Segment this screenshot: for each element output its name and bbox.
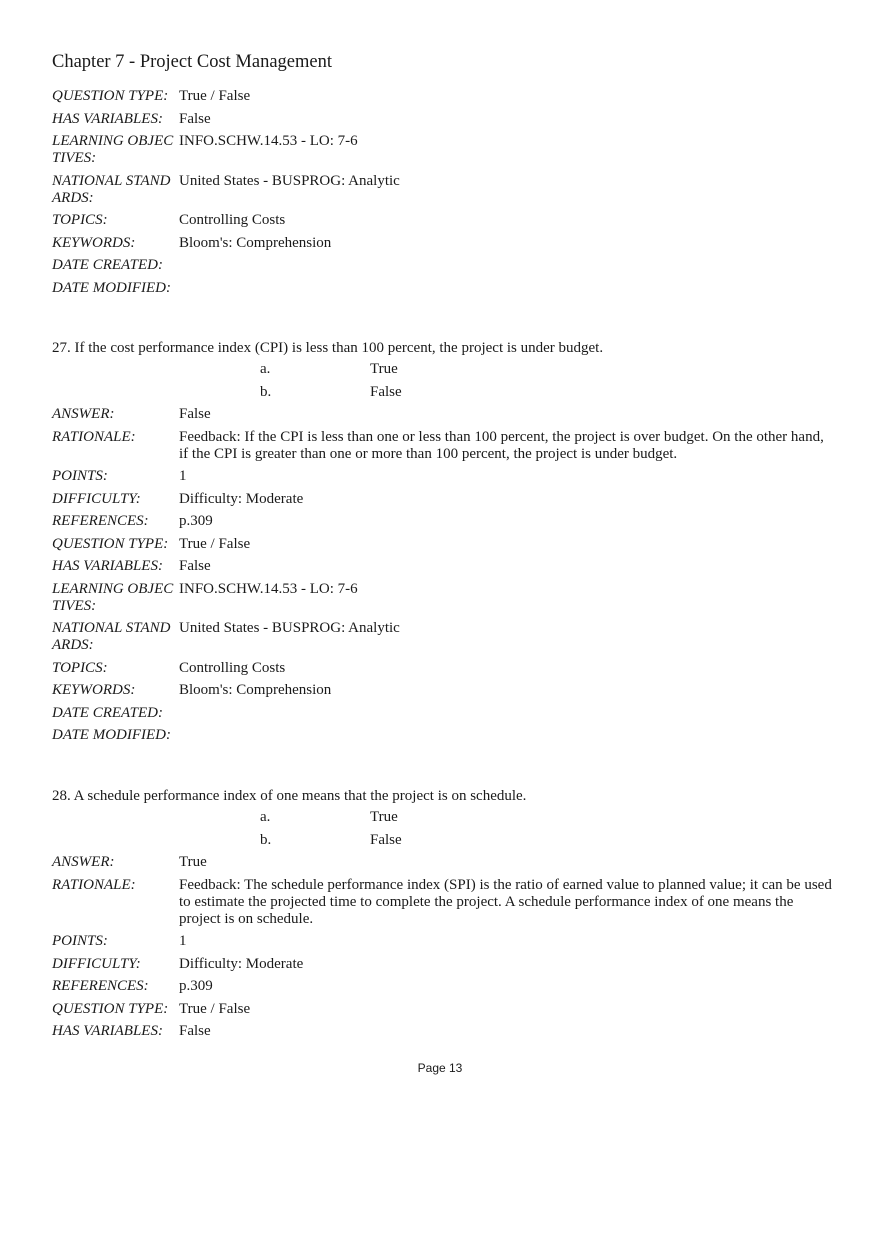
meta-row-references: REFERENCES: p.309: [52, 978, 213, 994]
choice-a: a. True: [260, 361, 398, 377]
choice-a: a. True: [260, 809, 398, 825]
meta-row-topics: TOPICS: Controlling Costs: [52, 659, 286, 676]
meta-row-keywords: KEYWORDS: Bloom's: Comprehension: [52, 234, 332, 251]
chapter-title: Chapter 7 - Project Cost Management: [52, 52, 333, 72]
meta-row-keywords: KEYWORDS: Bloom's: Comprehension: [52, 682, 332, 698]
meta-row-question-type: QUESTION TYPE: True / False: [52, 535, 251, 552]
meta-row-points: POINTS: 1: [52, 933, 187, 949]
choice-b: b. False: [260, 831, 402, 848]
question-text: 27. If the cost performance index (CPI) is less than 100 percent, the project is under budget.: [52, 340, 604, 356]
meta-row-national-standards: NATIONAL STANDARDS: United States - BUSPROG: Analytic: [52, 172, 400, 206]
meta-row-national-standards: NATIONAL STANDARDS: United States - BUSPROG: Analytic: [52, 620, 400, 653]
meta-row-date-created: DATE CREATED:: [52, 257, 163, 273]
meta-row-rationale: RATIONALE: Feedback: If the CPI is less than one or less than 100 percent, the project is over budget. On the other hand, if the CPI is greater than one or more than 100 percent, the project is under budget.: [52, 428, 824, 462]
meta-row-has-variables: HAS VARIABLES: False: [52, 558, 211, 574]
meta-row-points: POINTS: 1: [52, 468, 187, 484]
meta-row-date-modified: DATE MODIFIED:: [52, 279, 171, 296]
meta-row-has-variables: HAS VARIABLES: False: [52, 1023, 211, 1039]
meta-row-question-type: QUESTION TYPE: True / False: [52, 1000, 251, 1017]
question-28: [52, 788, 832, 1046]
meta-row-references: REFERENCES: p.309: [52, 513, 213, 529]
meta-row-learning-objectives: LEARNING OBJECTIVES: INFO.SCHW.14.53 - LO: 7-6: [52, 580, 358, 614]
meta-row-question-type: QUESTION TYPE: True / False: [52, 88, 251, 104]
page-number: Page 13: [417, 1061, 463, 1075]
meta-row-topics: TOPICS: Controlling Costs: [52, 212, 286, 228]
meta-row-learning-objectives: LEARNING OBJECTIVES: INFO.SCHW.14.53 - LO: 7-6: [52, 133, 358, 166]
meta-row-rationale: RATIONALE: Feedback: The schedule performance index (SPI) is the ratio of earned value to planned value; it can be used to estimate the projected time to complete the project. A schedule performance index of one means the project is on schedule.: [52, 876, 832, 927]
meta-row-difficulty: DIFFICULTY: Difficulty: Moderate: [52, 490, 304, 507]
question-text: 28. A schedule performance index of one means that the project is on schedule.: [52, 788, 527, 804]
meta-row-answer: ANSWER: True: [52, 854, 207, 870]
choice-b: b. False: [260, 383, 402, 400]
meta-row-has-variables: HAS VARIABLES: False: [52, 110, 211, 127]
question-27: [52, 340, 832, 750]
meta-row-difficulty: DIFFICULTY: Difficulty: Moderate: [52, 955, 304, 972]
prev-question-metadata: [52, 88, 832, 302]
meta-row-date-modified: DATE MODIFIED:: [52, 727, 171, 743]
meta-row-answer: ANSWER: False: [52, 406, 211, 422]
meta-row-date-created: DATE CREATED:: [52, 704, 163, 721]
